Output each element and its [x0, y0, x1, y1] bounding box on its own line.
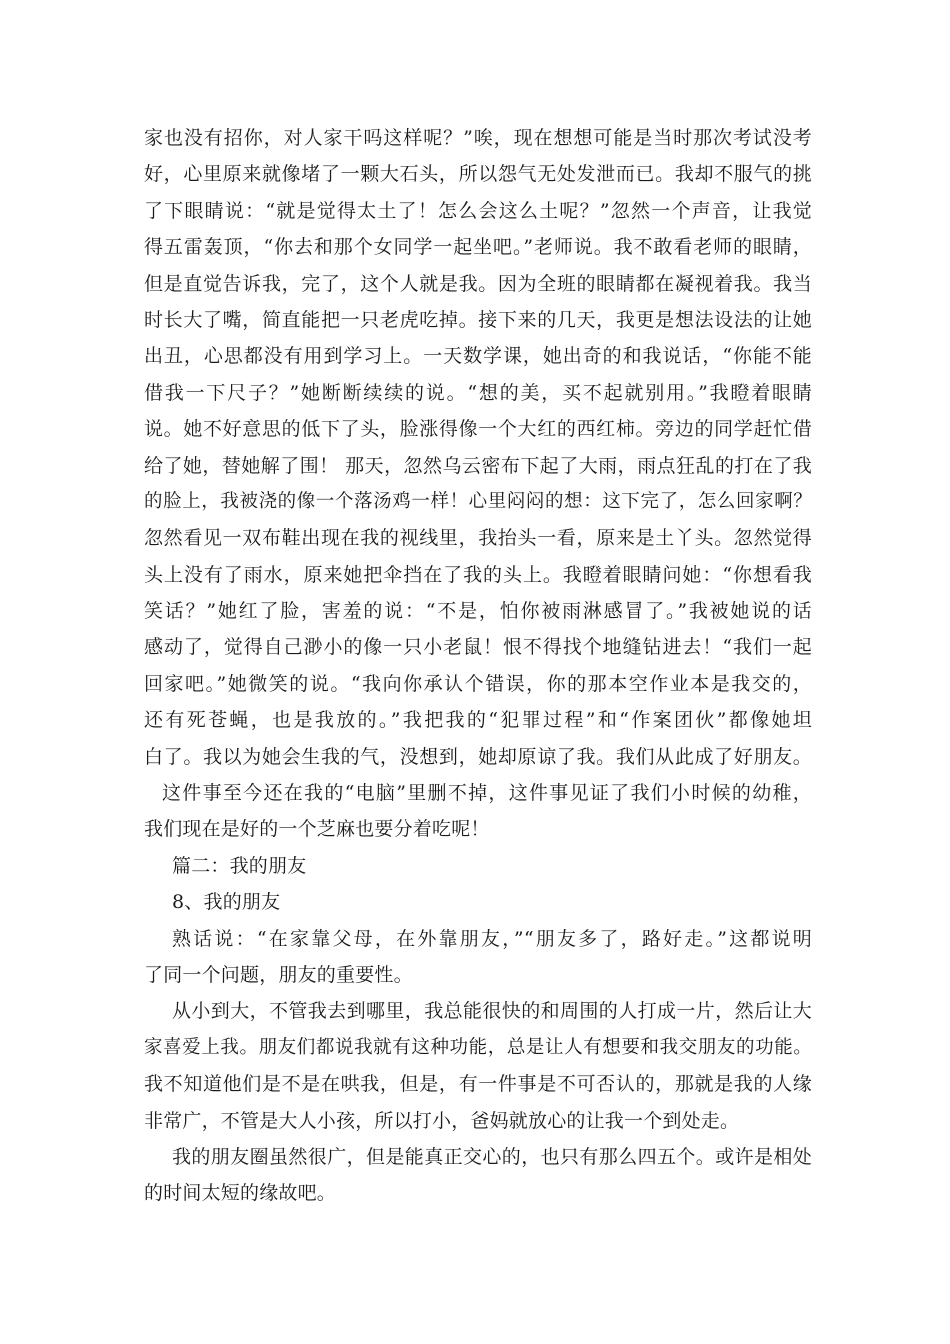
text-line: 白了。我以为她会生我的气，没想到，她却原谅了我。我们从此成了好朋友。: [144, 745, 812, 768]
text-line: 忽然看见一双布鞋出现在我的视线里，我抬头一看，原来是土丫头。忽然觉得: [144, 527, 812, 550]
text-line: 家喜爱上我。朋友们都说我就有这种功能，总是让人有想要和我交朋友的功能。: [144, 1036, 812, 1058]
text-line: 给了她，替她解了围！ 那天，忽然乌云密布下起了大雨，雨点狂乱的打在了我: [144, 454, 812, 477]
paragraph-start-line: 这件事至今还在我的“电脑”里删不掉，这件事见证了我们小时候的幼稚，: [162, 782, 812, 805]
text-line: 头上没有了雨水，原来她把伞挡在了我的头上。我瞪着眼睛问她：“你想看我: [144, 563, 812, 586]
text-line: 说。她不好意思的低下了头，脸涨得像一个大红的西红柿。旁边的同学赶忙借: [144, 418, 812, 441]
text-line: 借我一下尺子？”她断断续续的说。“想的美，买不起就别用。”我瞪着眼睛: [144, 381, 812, 404]
section-heading: 篇二：我的朋友: [172, 854, 307, 877]
text-line: 的时间太短的缘故吧。: [144, 1182, 337, 1205]
paragraph-start-line: 从小到大，不管我去到哪里，我总能很快的和周围的人打成一片，然后让大: [172, 1000, 812, 1023]
text-line: 还有死苍蝇，也是我放的。”我把我的“犯罪过程”和“作案团伙”都像她坦: [144, 709, 812, 732]
text-line: 了下眼睛说：“就是觉得太土了！怎么会这么土呢？”忽然一个声音，让我觉: [144, 199, 812, 222]
paragraph-start-line: 熟话说：“在家靠父母，在外靠朋友，”“朋友多了，路好走。”这都说明: [172, 927, 812, 950]
text-line: 了同一个问题，朋友的重要性。: [144, 963, 413, 986]
paragraph-start-line: 我的朋友圈虽然很广，但是能真正交心的，也只有那么四五个。或许是相处: [172, 1145, 812, 1168]
text-line: 时长大了嘴，简直能把一只老虎吃掉。接下来的几天，我更是想法设法的让她: [144, 308, 812, 331]
text-line: 笑话？”她红了脸，害羞的说：“不是，怕你被雨淋感冒了。”我被她说的话: [144, 600, 812, 623]
text-line: 家也没有招你，对人家干吗这样呢？”唉，现在想想可能是当时那次考试没考: [144, 127, 812, 149]
section-title: 8、我的朋友: [172, 891, 281, 914]
text-line: 非常广，不管是大人小孩，所以打小，爸妈就放心的让我一个到处走。: [144, 1109, 740, 1132]
text-line: 好，心里原来就像堵了一颗大石头，所以怨气无处发泄而已。我却不服气的挑: [144, 163, 812, 186]
text-line: 出丑，心思都没有用到学习上。一天数学课，她出奇的和我说话，“你能不能: [144, 345, 812, 368]
text-line: 感动了，觉得自己渺小的像一只小老鼠！恨不得找个地缝钻进去！“我们一起: [144, 636, 812, 659]
text-line: 但是直觉告诉我，完了，这个人就是我。因为全班的眼睛都在凝视着我。我当: [144, 272, 812, 295]
text-line: 我不知道他们是不是在哄我，但是，有一件事是不可否认的，那就是我的人缘: [144, 1073, 812, 1096]
text-line: 得五雷轰顶，“你去和那个女同学一起坐吧。”老师说。我不敢看老师的眼睛，: [144, 236, 812, 259]
text-line: 我们现在是好的一个芝麻也要分着吃呢！: [144, 818, 490, 841]
essay-text: [144, 120, 812, 1212]
text-line: 的脸上，我被浇的像一个落汤鸡一样！心里闷闷的想：这下完了，怎么回家啊？: [144, 490, 812, 512]
text-line: 回家吧。”她微笑的说。“我向你承认个错误，你的那本空作业本是我交的，: [144, 672, 812, 695]
